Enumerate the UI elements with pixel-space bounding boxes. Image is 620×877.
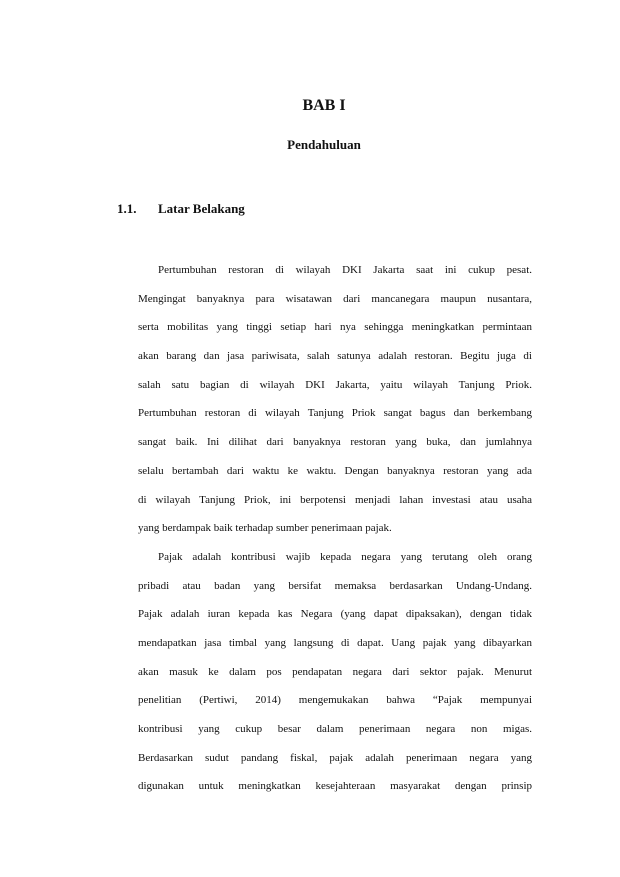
text-line: yang berdampak baik terhadap sumber penerimaan pajak. (138, 522, 392, 535)
text-line: digunakan untuk meningkatkan kesejahteraan masyarakat dengan prinsip (138, 780, 532, 793)
text-line: Pertumbuhan restoran di wilayah Tanjung Priok sangat bagus dan berkembang (138, 407, 532, 420)
text-line: Pajak adalah iuran kepada kas Negara (yang dapat dipaksakan), dengan tidak (138, 608, 532, 621)
text-line: penelitian (Pertiwi, 2014) mengemukakan bahwa “Pajak mempunyai (138, 694, 532, 707)
text-line: di wilayah Tanjung Priok, ini berpotensi menjadi lahan investasi atau usaha (138, 493, 532, 506)
text-line: mendapatkan jasa timbal yang langsung di dapat. Uang pajak yang dibayarkan (138, 636, 532, 649)
text-line: Pertumbuhan restoran di wilayah DKI Jakarta saat ini cukup pesat. (158, 264, 532, 276)
text-line: akan barang dan jasa pariwisata, salah satunya adalah restoran. Begitu juga di (138, 350, 532, 363)
text-line: serta mobilitas yang tinggi setiap hari nya sehingga meningkatkan permintaan (138, 321, 532, 334)
text-line: Berdasarkan sudut pandang fiskal, pajak adalah penerimaan negara yang (138, 751, 532, 764)
chapter-subtitle: Pendahuluan (287, 137, 361, 152)
text-line: sangat baik. Ini dilihat dari banyaknya restoran yang buka, dan jumlahnya (138, 436, 532, 449)
text-line: Pajak adalah kontribusi wajib kepada negara yang terutang oleh orang (158, 550, 532, 563)
text-line: kontribusi yang cukup besar dalam penerimaan negara non migas. (138, 723, 532, 735)
text-line: Mengingat banyaknya para wisatawan dari mancanegara maupun nusantara, (138, 292, 532, 305)
text-line: pribadi atau badan yang bersifat memaksa berdasarkan Undang-Undang. (138, 579, 532, 592)
section-heading (117, 200, 245, 218)
text-line: selalu bertambah dari waktu ke waktu. Dengan banyaknya restoran yang ada (138, 464, 532, 477)
paragraph-2 (138, 546, 532, 804)
section-title: Latar Belakang (158, 201, 245, 216)
paragraph-1 (138, 259, 532, 546)
text-line: salah satu bagian di wilayah DKI Jakarta, yaitu wilayah Tanjung Priok. (138, 378, 532, 391)
body-text (138, 259, 532, 804)
chapter-title: BAB I (302, 97, 346, 114)
text-line: akan masuk ke dalam pos pendapatan negara dari sektor pajak. Menurut (138, 665, 532, 678)
section-number: 1.1. (117, 201, 137, 216)
